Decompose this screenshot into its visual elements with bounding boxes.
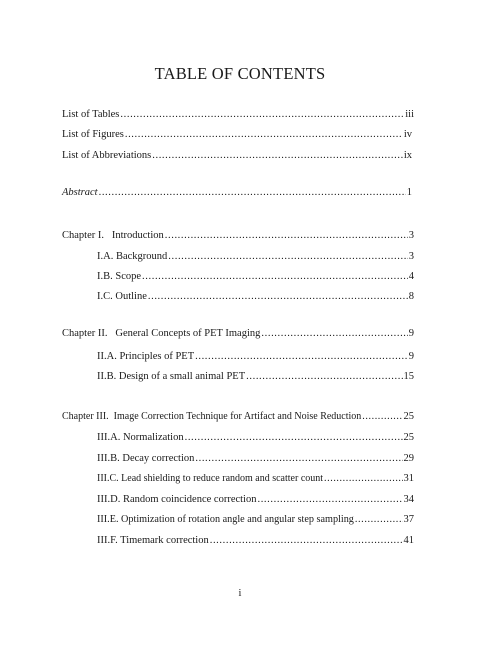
toc-entry-label: I.C. Outline [97,291,147,302]
toc-entry-label: Chapter II. General Concepts of PET Imaging [62,328,261,339]
toc-entry-page: 15 [403,371,414,382]
toc-entry-label: III.F. Timemark correction [97,535,209,546]
toc-entry-page: ix [403,150,412,161]
toc-entry-section-1b[interactable] [97,270,414,284]
dot-leader [195,350,408,364]
toc-entry-page: 8 [408,291,414,302]
toc-entry-section-3b[interactable] [97,452,414,466]
toc-entry-section-2b[interactable] [97,370,414,384]
dot-leader [125,128,403,142]
toc-entry-label: III.E. Optimization of rotation angle and angular step sampling [97,514,354,525]
toc-entry-label: I.A. Background [97,251,168,262]
dot-leader [355,513,403,527]
toc-entry-label: List of Abbreviations [62,150,152,161]
dot-leader [324,472,402,486]
dot-leader [210,534,403,548]
toc-entry-label: List of Tables [62,109,120,120]
toc-entry-page: 29 [403,453,414,464]
toc-entry-label: List of Figures [62,129,124,140]
toc-entry-page: 1 [406,187,412,198]
toc-entry-label: III.B. Decay correction [97,453,195,464]
dot-leader [99,186,406,200]
toc-entry-chapter-1[interactable] [62,229,414,243]
dot-leader [165,229,408,243]
toc-entry-page: 25 [403,432,414,443]
dot-leader [142,270,408,284]
dot-leader [148,290,408,304]
toc-entry-page: 41 [403,535,414,546]
toc-entry-list-of-abbreviations[interactable] [62,149,412,163]
toc-entry-label: Chapter I. Introduction [62,230,164,241]
toc-entry-list-of-figures[interactable] [62,128,412,142]
toc-entry-section-3a[interactable] [97,431,414,445]
dot-leader [120,108,404,122]
toc-entry-section-3c[interactable] [97,472,414,486]
dot-leader [362,410,402,424]
toc-entry-page: 25 [403,411,414,422]
toc-entry-page: 37 [403,514,414,525]
toc-entry-section-3d[interactable] [97,493,414,507]
toc-entry-page: 31 [403,473,414,484]
toc-entry-page: iii [405,109,414,120]
toc-entry-label: I.B. Scope [97,271,142,282]
toc-entry-section-1a[interactable] [97,250,414,264]
dot-leader [195,452,402,466]
dot-leader [246,370,402,384]
toc-entry-page: 4 [408,271,414,282]
toc-entry-page: 3 [408,251,414,262]
toc-entry-page: 34 [403,494,414,505]
toc-entry-label: II.A. Principles of PET [97,351,195,362]
toc-entry-page: 9 [408,351,414,362]
dot-leader [185,431,403,445]
page-number: i [238,588,242,599]
toc-entry-label: Abstract [62,187,98,198]
toc-entry-label: Chapter III. Image Correction Technique for Artifact and Noise Reduction [62,411,362,422]
toc-entry-chapter-2[interactable] [62,327,414,341]
toc-entry-chapter-3[interactable] [62,410,414,424]
toc-entry-label: III.D. Random coincidence correction [97,494,257,505]
toc-entry-section-1c[interactable] [97,290,414,304]
toc-entry-page: 9 [408,328,414,339]
dot-leader [152,149,403,163]
dot-leader [257,493,402,507]
toc-entry-label: III.A. Normalization [97,432,184,443]
toc-entry-list-of-tables[interactable] [62,108,414,122]
dot-leader [261,327,407,341]
toc-entry-page: iv [403,129,412,140]
page-title: TABLE OF CONTENTS [154,64,326,83]
toc-entry-section-3e[interactable] [97,513,414,527]
toc-entry-section-3f[interactable] [97,534,414,548]
toc-entry-label: II.B. Design of a small animal PET [97,371,246,382]
toc-entry-label: III.C. Lead shielding to reduce random and scatter count [97,473,324,484]
toc-entry-abstract[interactable] [62,186,412,200]
toc-entry-section-2a[interactable] [97,350,414,364]
dot-leader [168,250,407,264]
toc-entry-page: 3 [408,230,414,241]
